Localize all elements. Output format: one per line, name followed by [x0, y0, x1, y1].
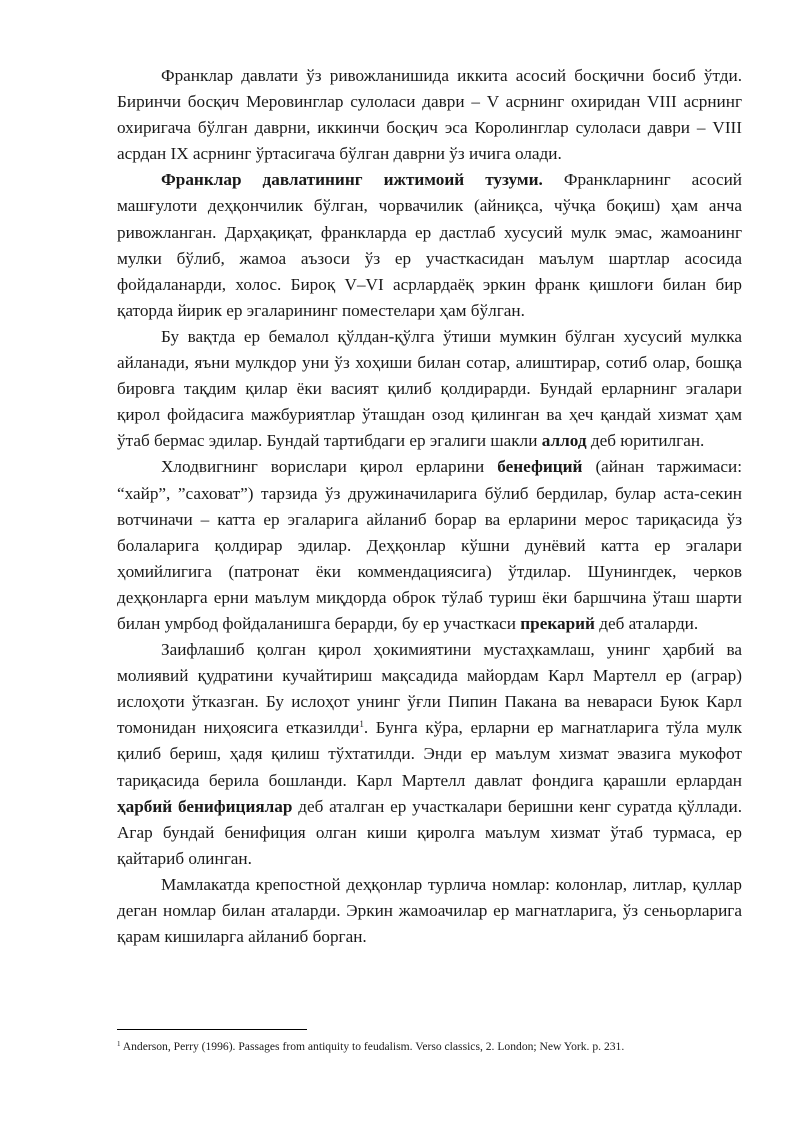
- footnote-marker: 1: [117, 1040, 121, 1048]
- text-run: Бу вақтда ер бемалол қўлдан-қўлга ўтиши мумкин бўлган хусусий мулкка айланади, яъни мулкдор уни ўз хоҳиши билан сотар, алиштирар, сотиб олар, бошқа бировга тақдим қилар ёки васият қилиб қолдирарди. Бундай ерларнинг эгалари қирол фойдасига мажбуриятлар ўташдан озод қилинган ва ҳеч қандай хизмат ҳам ўтаб бермас эдилар. Бундай тартибдаги ер эгалиги шакли: [117, 326, 742, 451]
- bold-term: прекарий: [520, 613, 595, 633]
- paragraph: [117, 167, 742, 324]
- paragraph: [117, 454, 742, 637]
- text-run: деб аталарди.: [594, 613, 699, 633]
- paragraph: [117, 637, 742, 872]
- footnote: [117, 1039, 742, 1055]
- text-run: Мамлакатда крепостной деҳқонлар турлича номлар: колонлар, литлар, қуллар деган номлар билан аталарди. Эркин жамоачилар ер магнатларига, ўз сеньорларига қарам кишиларга айланиб борган.: [117, 874, 742, 947]
- text-run: деб юритилган.: [586, 431, 705, 451]
- main-text: [117, 63, 742, 950]
- text-run: Заифлашиб қолган қирол ҳокимиятини мустаҳкамлаш, унинг ҳарбий ва молиявий қудратини кучайтириш мақсадида майордам Карл Мартелл ер (аграр) ислоҳоти ўтказган. Бу ислоҳот унинг ўғли Пипин Пакана ва невараси Буюк Карл томонидан ниҳоясига етказилди: [117, 640, 742, 738]
- text-run: (айнан таржимаси: “хайр”, ”саховат”) тарзида ўз дружиначиларига бўлиб бердилар, булар аста-секин вотчиначи – катта ер эгаларига айланиб борар ва ерларини мерос тариқасида ўз болаларига қолдирар эдилар. Деҳқонлар кўшни дунёвий катта ер эгалари ҳомийлигига (патронат ёки коммендациясига) ўтдилар. Шунингдек, черков деҳқонларга ерни маълум миқдорда оброк тўлаб туриш ёки баршчина ўташ шарти билан умрбод фойдаланишга берарди, бу ер участкаси: [117, 457, 742, 633]
- paragraph: [117, 872, 742, 950]
- text-run: деб аталган ер участкалари беришни кенг суратда қўллади. Агар бундай бенифиция олган киши қиролга маълум хизмат ўтаб турмаса, ер қайтариб олинган.: [117, 796, 742, 868]
- text-run: Хлодвигнинг ворислари қирол ерларини: [161, 457, 498, 477]
- footnote-text: Anderson, Perry (1996). Passages from antiquity to feudalism. Verso classics, 2. London; New York. p. 231.: [120, 1040, 625, 1053]
- text-run: Франклар давлати ўз ривожланишида иккита асосий босқични босиб ўтди. Биринчи босқич Меровинглар сулоласи даври – V асрнинг охиридан VIII асрнинг охиригача бўлган даврни, иккинчи босқич эса Королинглар сулоласи даври – VIII асрдан IX асрнинг ўртасигача бўлган даврни ўз ичига олади.: [117, 66, 742, 164]
- footnote-separator: [117, 1029, 307, 1030]
- footnote-reference: 1: [359, 719, 364, 730]
- bold-term: бенефиций: [497, 457, 583, 477]
- bold-term: аллод: [541, 431, 587, 451]
- paragraph: [117, 324, 742, 454]
- bold-term: Франклар давлатининг ижтимоий тузуми.: [161, 170, 543, 190]
- bold-term: ҳарбий бенифициялар: [117, 796, 293, 816]
- text-run: Франкларнинг асосий машғулоти деҳқончилик бўлган, чорвачилик (айниқса, чўчқа боқиш) ҳам анча ривожланган. Дарҳақиқат, франкларда ер дастлаб хусусий мулк эмас, жамоанинг мулки бўлиб, жамоа аъзоси ўз ер участкасидан маълум шартлар асосида фойдаланарди, холос. Бироқ V–VI асрлардаёқ эркин франк қишлоғи билан бир қаторда йирик ер эгаларининг поместелари ҳам бўлган.: [117, 170, 742, 320]
- text-run: . Бунга кўра, ерларни ер магнатларига тўла мулк қилиб бериш, ҳадя қилиш тўхтатилди. Энди ер маълум хизмат эвазига мукофот тариқасида берила бошланди. Карл Мартелл давлат фондига қарашли ерлардан: [117, 718, 742, 790]
- paragraph: [117, 63, 742, 167]
